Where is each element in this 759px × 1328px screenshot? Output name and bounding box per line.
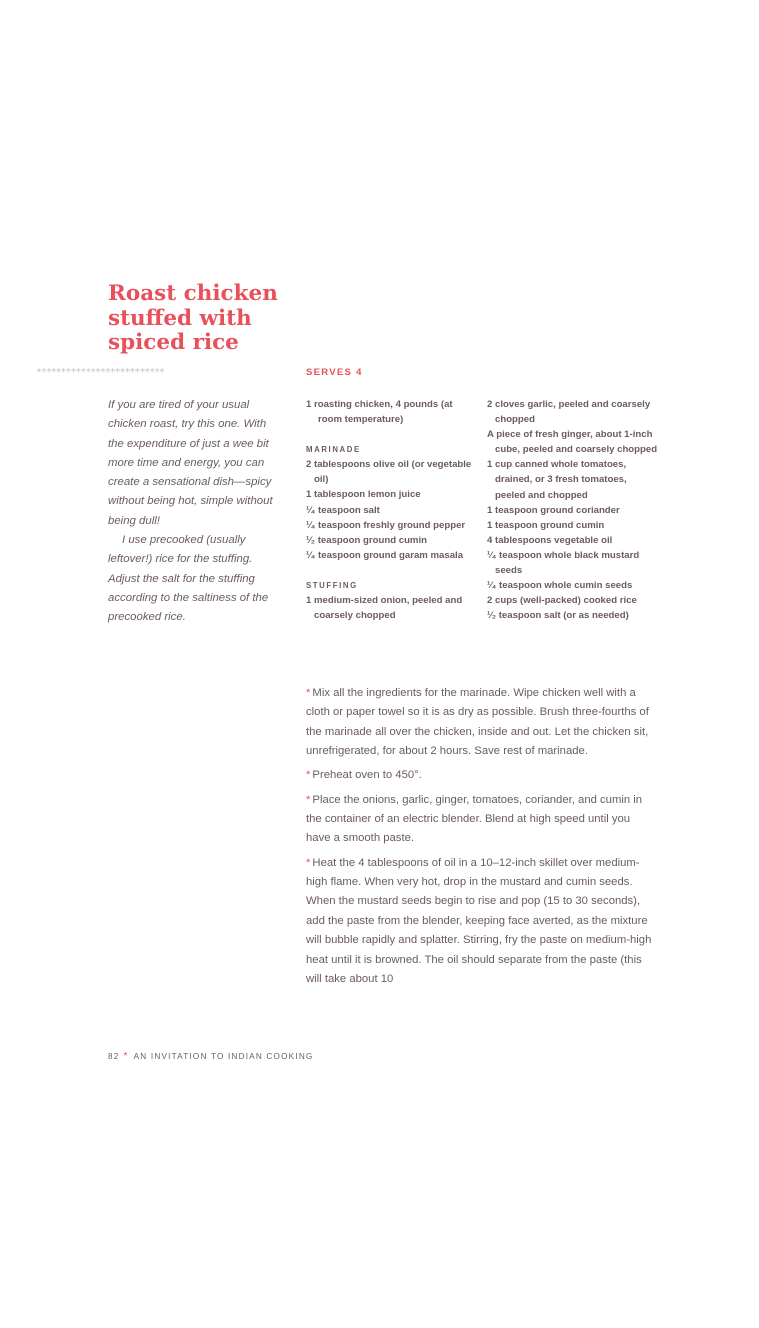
asterisk-bullet: * bbox=[306, 769, 311, 782]
ingredient-item: 1 teaspoon ground coriander bbox=[487, 504, 620, 516]
page-footer bbox=[108, 1051, 314, 1062]
ingredient-item: 1 teaspoon ground cumin bbox=[487, 519, 605, 531]
marinade-heading: MARINADE bbox=[306, 445, 361, 455]
intro-paragraph: I use precooked (usually leftover!) rice for the stuffing. Adjust the salt for the stuffing according to the saltiness of the precooked rice. bbox=[108, 534, 269, 624]
asterisk-bullet: * bbox=[306, 856, 311, 869]
ingredient-item: 1 medium-sized onion, peeled and coarsely chopped bbox=[306, 595, 463, 622]
intro-paragraph: If you are tired of your usual chicken roast, try this one. With the expenditure of just a wee bit more time and energy, you can create a sensational dish—spicy without being hot, simple without being dull! bbox=[108, 399, 273, 527]
ingredient-item: A piece of fresh ginger, about 1-inch cube, peeled and coarsely chopped bbox=[487, 429, 658, 456]
method-steps bbox=[306, 684, 656, 994]
ingredient-item: ¹⁄₄ teaspoon freshly ground pepper bbox=[306, 519, 466, 531]
ingredient-item: 1 roasting chicken, 4 pounds (at room temperature) bbox=[306, 399, 453, 426]
method-step bbox=[306, 766, 656, 785]
method-step bbox=[306, 791, 656, 849]
decorative-divider: ************************** bbox=[36, 367, 164, 378]
ingredient-item: 4 tablespoons vegetable oil bbox=[487, 534, 613, 546]
running-book-title: AN INVITATION TO INDIAN COOKING bbox=[133, 1052, 314, 1061]
recipe-title: Roast chicken stuffed with spiced rice bbox=[108, 281, 278, 355]
step-text: Mix all the ingredients for the marinade. Wipe chicken well with a cloth or paper towel so it is as dry as possible. Brush three-fourths of the marinade all over the chicken, inside and out. Let the chicken sit, unrefrigerated, for about 2 hours. Save rest of marinade. bbox=[306, 687, 649, 758]
step-text: Place the onions, garlic, ginger, tomatoes, coriander, and cumin in the container of an electric blender. Blend at high speed until you have a smooth paste. bbox=[306, 793, 643, 845]
ingredient-item: 2 cloves garlic, peeled and coarsely chopped bbox=[487, 399, 651, 426]
page-number: 82 bbox=[108, 1052, 120, 1061]
recipe-intro bbox=[108, 396, 276, 628]
method-step bbox=[306, 854, 656, 990]
ingredients-column-left bbox=[306, 397, 478, 623]
ingredient-item: 2 tablespoons olive oil (or vegetable oil) bbox=[306, 459, 472, 486]
ingredients-column-right bbox=[487, 397, 659, 623]
ingredient-item: ¹⁄₄ teaspoon ground garam masala bbox=[306, 549, 464, 561]
stuffing-heading: STUFFING bbox=[306, 580, 358, 590]
ingredient-item: 2 cups (well-packed) cooked rice bbox=[487, 595, 637, 607]
asterisk-bullet: * bbox=[306, 687, 311, 699]
ingredient-item: ¹⁄₄ teaspoon salt bbox=[306, 504, 380, 516]
ingredient-item: ¹⁄₄ teaspoon whole black mustard seeds bbox=[487, 549, 640, 577]
step-text: Preheat oven to 450°. bbox=[312, 769, 422, 782]
asterisk-bullet: * bbox=[306, 793, 311, 806]
step-text: Heat the 4 tablespoons of oil in a 10–12-inch skillet over medium-high flame. When very hot, drop in the mustard and cumin seeds. When the mustard seeds begin to rise and pop (15 to 30 seconds), add the paste from the blender, keeping face averted, as the mixture will bubble rapidly and splatter. Stirring, fry the paste on medium-high heat until it is browned. The oil should separate from the paste (this will take about 10 bbox=[306, 856, 652, 986]
ingredient-item: ¹⁄₂ teaspoon salt (or as needed) bbox=[487, 610, 629, 622]
ingredient-item: ¹⁄₂ teaspoon ground cumin bbox=[306, 534, 427, 546]
asterisk-separator: * bbox=[123, 1051, 129, 1062]
serves-label: SERVES 4 bbox=[306, 367, 363, 378]
ingredient-item: 1 tablespoon lemon juice bbox=[306, 489, 421, 501]
ingredient-item: 1 cup canned whole tomatoes, drained, or 3 fresh tomatoes, peeled and chopped bbox=[487, 459, 627, 501]
method-step bbox=[306, 684, 656, 762]
ingredient-item: ¹⁄₄ teaspoon whole cumin seeds bbox=[487, 580, 633, 592]
